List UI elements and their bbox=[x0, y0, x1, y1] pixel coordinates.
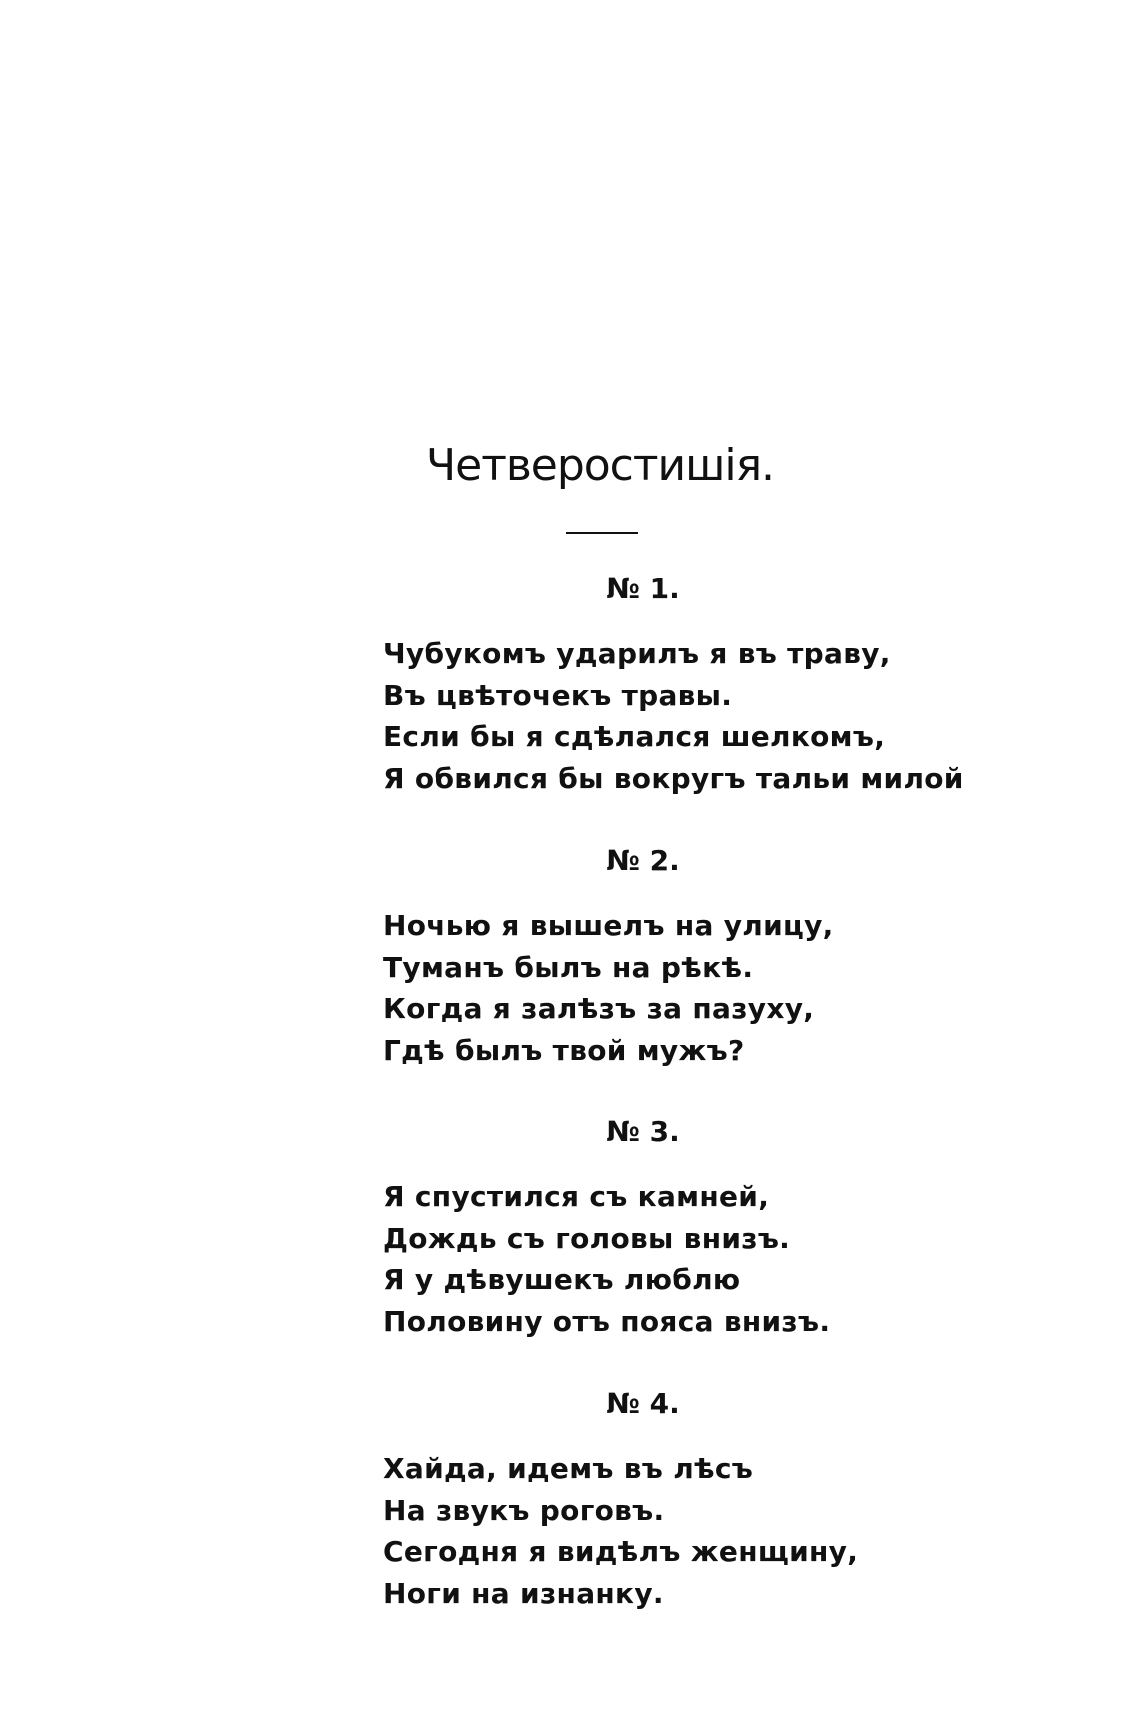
poem-1 bbox=[383, 571, 964, 799]
poem-line: На звукъ роговъ. bbox=[383, 1493, 665, 1527]
poem-line: Туманъ былъ на рѣкѣ. bbox=[383, 950, 754, 984]
poem-number: № 4. bbox=[606, 1387, 680, 1420]
poem-line: Половину отъ пояса внизъ. bbox=[383, 1304, 831, 1338]
poem-line: Ночью я вышелъ на улицу, bbox=[383, 909, 834, 942]
poem-line: Когда я залѣзъ за пазуху, bbox=[383, 992, 815, 1025]
poem-line: Чубукомъ ударилъ я въ траву, bbox=[383, 637, 891, 670]
poem-line: Сегодня я видѣлъ женщину, bbox=[383, 1535, 859, 1568]
poem-4 bbox=[383, 1386, 903, 1614]
poem-number: № 1. bbox=[606, 572, 680, 605]
poem-line: Ноги на изнанку. bbox=[383, 1576, 664, 1610]
poem-line: Хайда, идемъ въ лѣсъ bbox=[383, 1452, 754, 1485]
poem-line: Дождь съ головы внизъ. bbox=[383, 1221, 791, 1255]
poem-3 bbox=[383, 1114, 903, 1342]
poem-line: Я обвился бы вокругъ тальи милой bbox=[383, 761, 964, 795]
poem-line: Я у дѣвушекъ люблю bbox=[383, 1263, 741, 1296]
poem-2 bbox=[383, 843, 903, 1071]
poem-line: Я спустился съ камней, bbox=[383, 1180, 770, 1213]
title-divider bbox=[566, 532, 638, 534]
poem-line: Если бы я сдѣлался шелкомъ, bbox=[383, 720, 886, 753]
page-title: Четверостишія. bbox=[425, 440, 775, 491]
poem-number: № 2. bbox=[606, 844, 680, 877]
poem-line: Гдѣ былъ твой мужъ? bbox=[383, 1033, 745, 1067]
poem-number: № 3. bbox=[606, 1115, 680, 1148]
poem-line: Въ цвѣточекъ травы. bbox=[383, 678, 733, 712]
